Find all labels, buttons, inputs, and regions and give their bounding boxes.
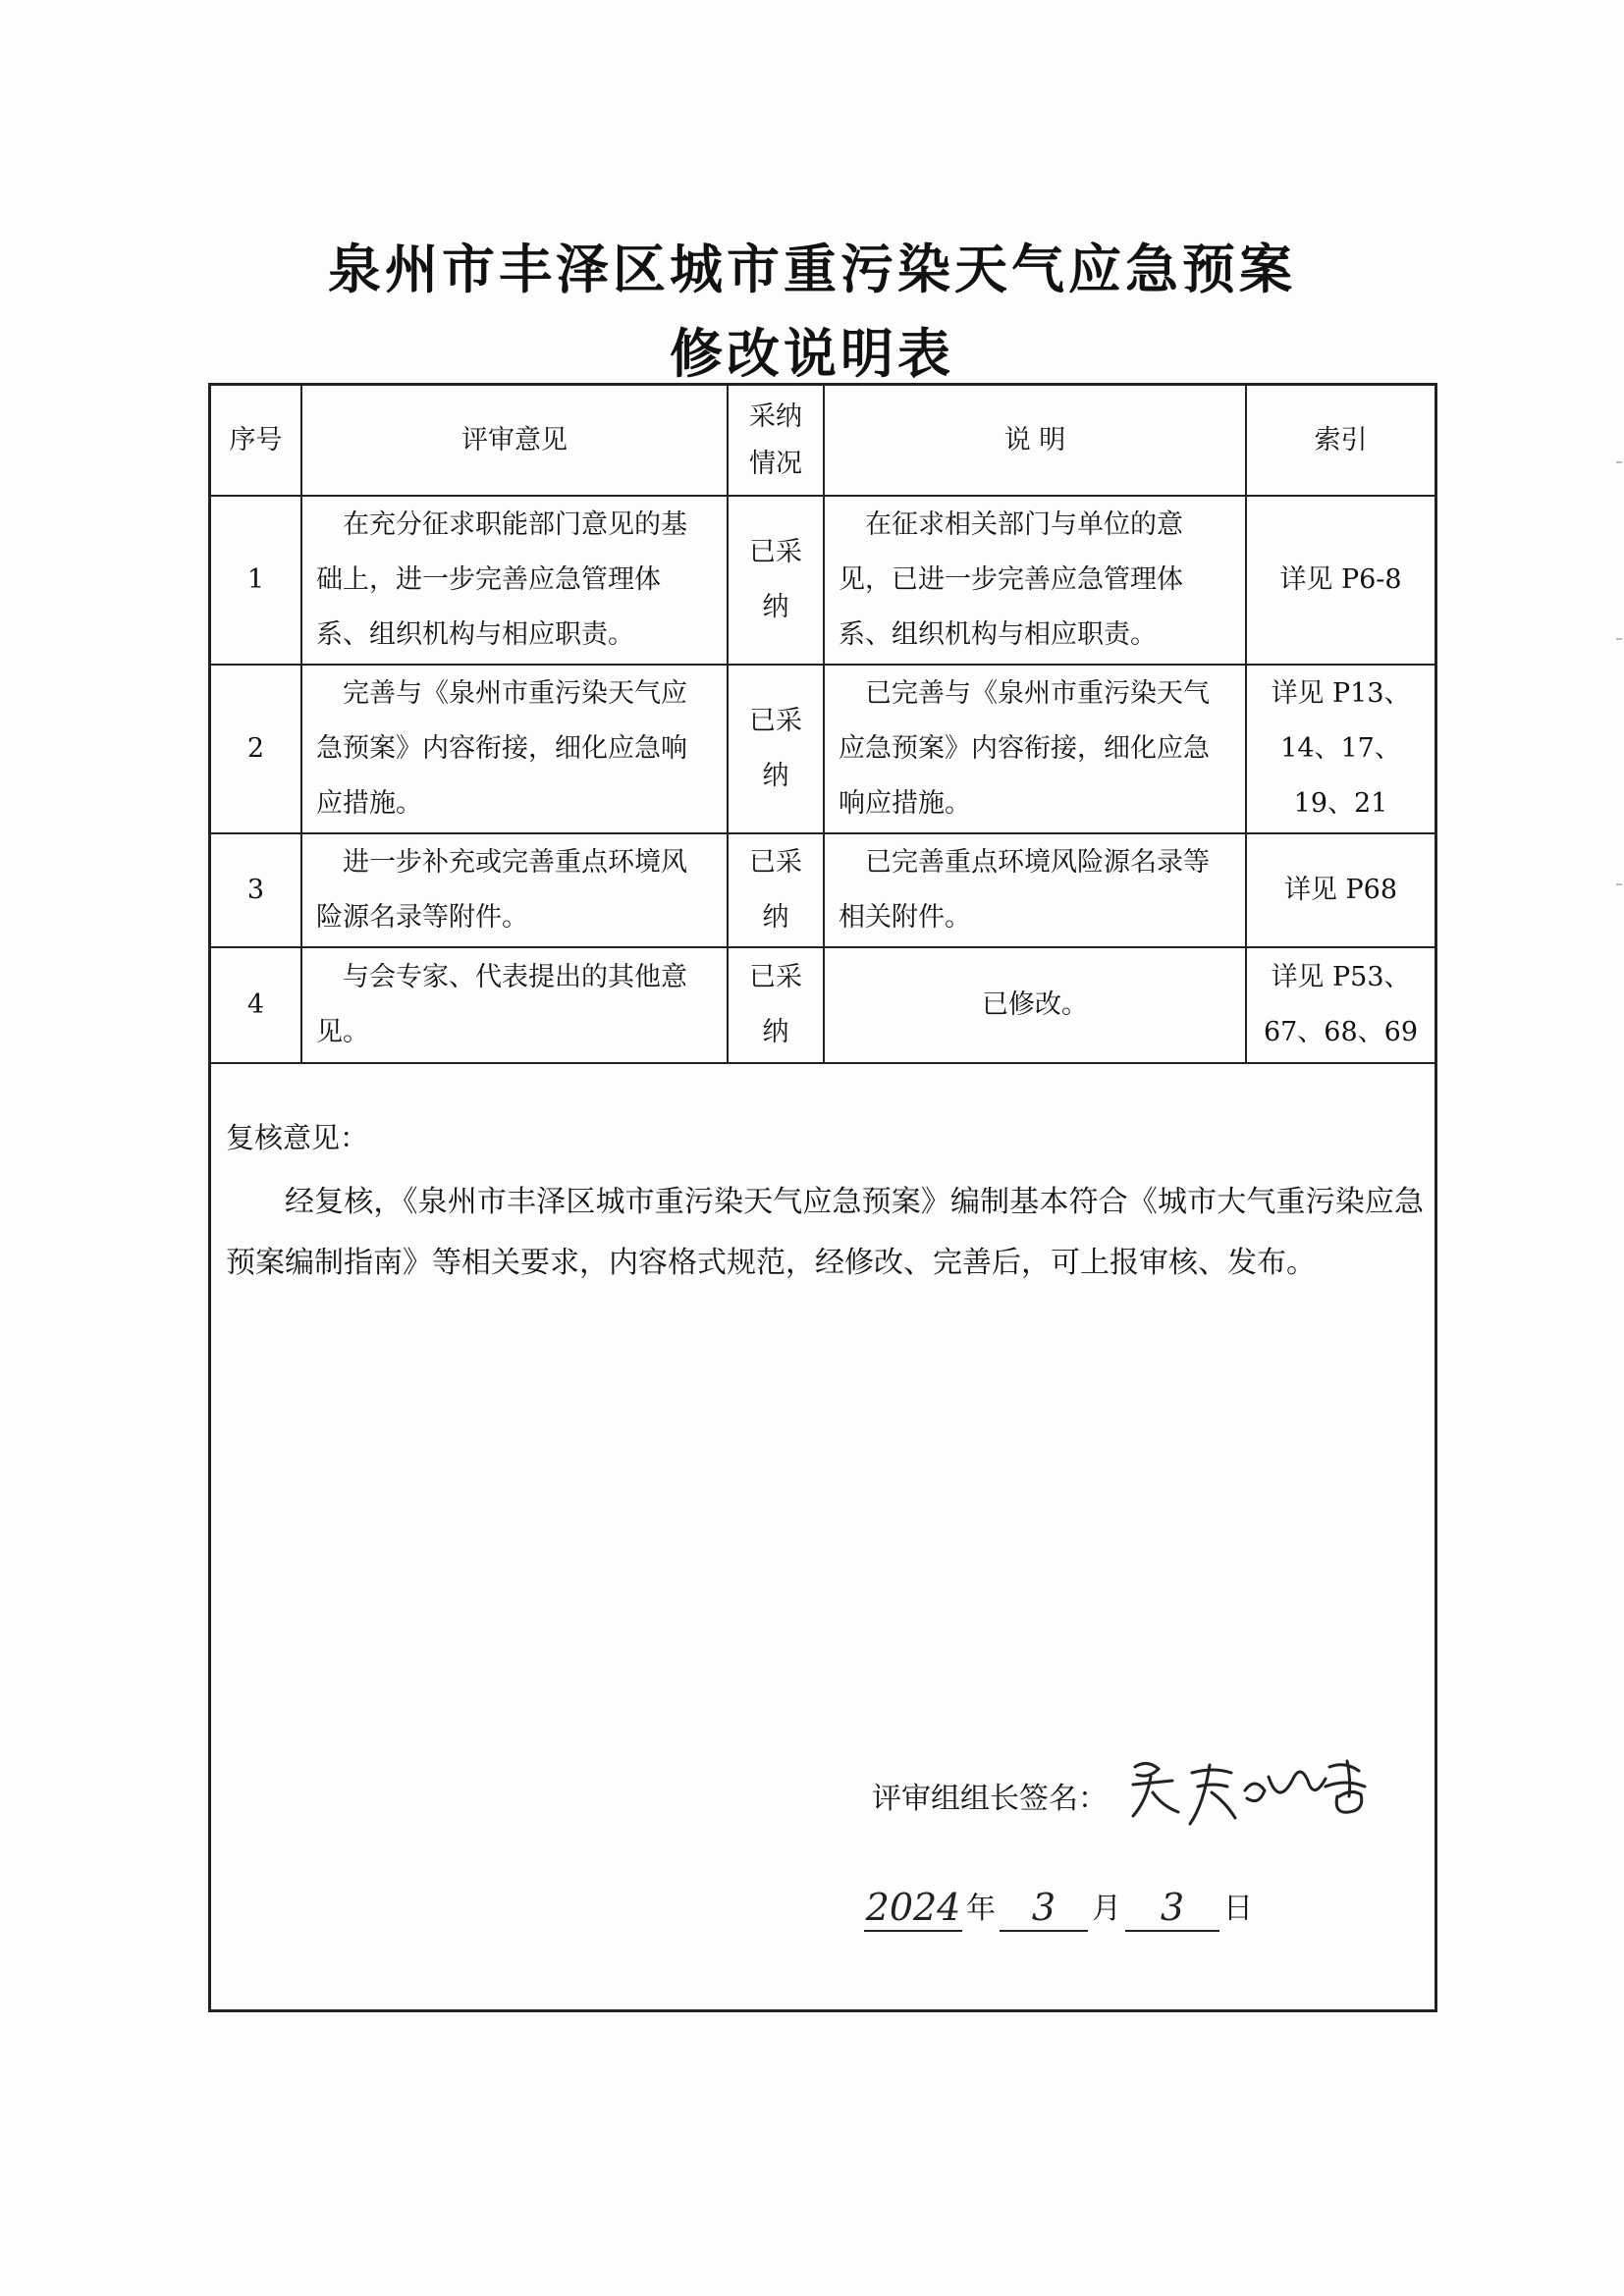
- row-adopt: 已采纳: [728, 665, 824, 833]
- header-explain: 说 明: [824, 386, 1246, 496]
- row-explain: 已完善与《泉州市重污染天气应急预案》内容衔接，细化应急响应措施。: [824, 665, 1246, 833]
- table-row: [211, 665, 1435, 833]
- revision-table: [211, 386, 1435, 1064]
- row-adopt: 已采纳: [728, 496, 824, 665]
- year-unit: 年: [966, 1892, 996, 1926]
- row-index: 详见 P53、67、68、69: [1246, 947, 1435, 1063]
- row-opinion: 完善与《泉州市重污染天气应急预案》内容衔接，细化应急响应措施。: [301, 665, 728, 833]
- row-index: 详见 P68: [1246, 833, 1435, 947]
- month-unit: 月: [1092, 1892, 1121, 1926]
- row-opinion: 在充分征求职能部门意见的基础上，进一步完善应急管理体系、组织机构与相应职责。: [301, 496, 728, 665]
- table-row: [211, 833, 1435, 947]
- row-adopt: 已采纳: [728, 947, 824, 1063]
- row-no: 2: [211, 665, 301, 833]
- document-subtitle: 修改说明表: [670, 323, 954, 385]
- signature-label: 评审组组长签名：: [872, 1782, 1108, 1816]
- review-section: [226, 1107, 1424, 1294]
- scan-edge-mark: [1616, 638, 1622, 640]
- row-adopt: 已采纳: [728, 833, 824, 947]
- header-adopt: 采纳情况: [728, 386, 824, 496]
- table-row: [211, 947, 1435, 1063]
- date-month: 3: [1000, 1885, 1088, 1932]
- review-body: 经复核，《泉州市丰泽区城市重污染天气应急预案》编制基本符合《城市大气重污染应急预案编制指南》等相关要求，内容格式规范，经修改、完善后，可上报审核、发布。: [226, 1185, 1424, 1280]
- document-title: 泉州市丰泽区城市重污染天气应急预案: [328, 239, 1296, 300]
- row-explain: 已完善重点环境风险源名录等相关附件。: [824, 833, 1246, 947]
- review-label: 复核意见：: [226, 1121, 369, 1154]
- date-block: [864, 1885, 1257, 1932]
- row-no: 3: [211, 833, 301, 947]
- table-header-row: [211, 386, 1435, 496]
- signature-block: [872, 1747, 1400, 1843]
- date-day: 3: [1125, 1885, 1219, 1932]
- row-index: 详见 P13、14、17、19、21: [1246, 665, 1435, 833]
- row-explain: 在征求相关部门与单位的意见，已进一步完善应急管理体系、组织机构与相应职责。: [824, 496, 1246, 665]
- handwritten-signature: [1115, 1747, 1400, 1843]
- scan-edge-mark: [1616, 883, 1622, 885]
- table-row: [211, 496, 1435, 665]
- header-index: 索引: [1246, 386, 1435, 496]
- day-unit: 日: [1223, 1892, 1253, 1926]
- header-no: 序号: [211, 386, 301, 496]
- row-opinion: 进一步补充或完善重点环境风险源名录等附件。: [301, 833, 728, 947]
- row-index: 详见 P6-8: [1246, 496, 1435, 665]
- row-explain: 已修改。: [824, 947, 1246, 1063]
- row-opinion: 与会专家、代表提出的其他意见。: [301, 947, 728, 1063]
- date-year: 2024: [864, 1885, 962, 1932]
- scan-edge-mark: [1616, 461, 1622, 463]
- header-opinion: 评审意见: [301, 386, 728, 496]
- row-no: 1: [211, 496, 301, 665]
- row-no: 4: [211, 947, 301, 1063]
